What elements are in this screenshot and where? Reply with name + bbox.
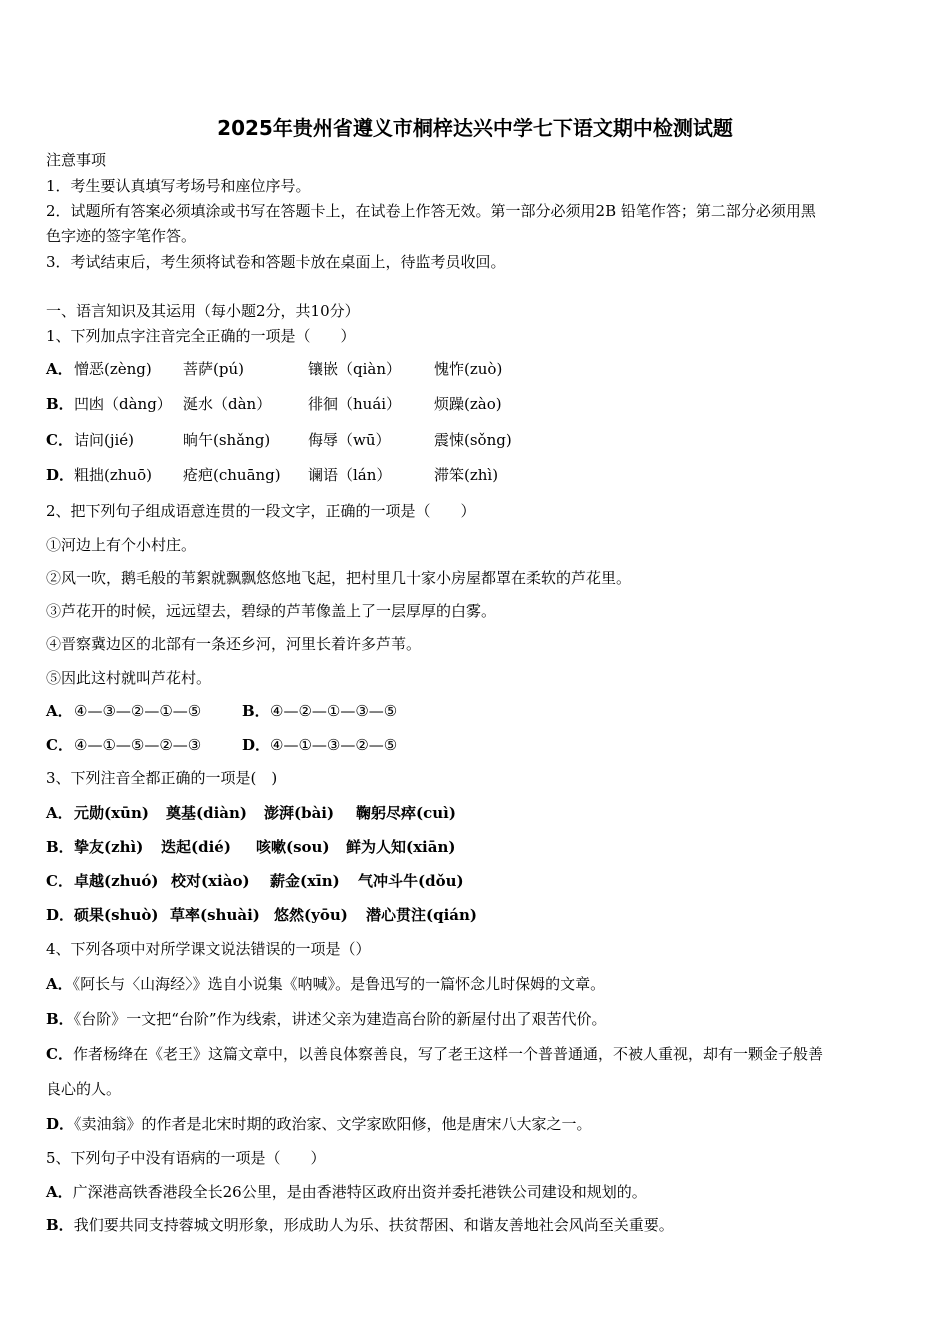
- notice-item-2: 2．试题所有答案必须填涂或书写在答题卡上，在试卷上作答无效。第一部分必须用2B 铅笔作答；第二部分必须用黑: [46, 202, 816, 220]
- option-text: 《卖油翁》的作者是北宋时期的政治家、文学家欧阳修，他是唐宋八大家之一。: [74, 1115, 592, 1133]
- option-text: 良心的人。: [46, 1080, 122, 1098]
- q3-option-a: [46, 803, 456, 823]
- pinyin-item: 涎水（dàn）: [183, 395, 272, 413]
- pinyin-item: 愧怍(zuò): [434, 360, 503, 378]
- notice-item-1: 1．考生要认真填写考场号和座位序号。: [46, 177, 311, 195]
- q2-options-row-2: [46, 735, 398, 755]
- option-text: 《阿长与〈山海经〉》选自小说集《呐喊》。是鲁迅写的一篇怀念儿时保姆的文章。: [72, 975, 606, 993]
- q4-option-c-cont: [46, 1079, 121, 1099]
- option-label: A．: [46, 804, 73, 822]
- pinyin-item: 校对(xiào): [171, 872, 250, 890]
- q1-option-d: [46, 465, 499, 485]
- pinyin-item: 澎湃(bài): [264, 804, 335, 822]
- option-label: C．: [46, 736, 73, 754]
- pinyin-item: 凹凼（dàng）: [74, 395, 172, 413]
- pinyin-item: 震悚(sǒng): [434, 431, 512, 449]
- option-label: A．: [46, 975, 73, 993]
- option-text: 《台阶》一文把“台阶”作为线索，讲述父亲为建造高台阶的新屋付出了艰苦代价。: [73, 1010, 607, 1028]
- option-label: B．: [46, 395, 74, 413]
- q3-option-b: [46, 837, 456, 857]
- pinyin-item: 鞠躬尽瘁(cuì): [356, 804, 456, 822]
- question-2-stem: 2、把下列句子组成语意连贯的一段文字，正确的一项是（ ）: [46, 502, 476, 520]
- q2-options-row-1: [46, 701, 398, 721]
- pinyin-item: 侮辱（wū）: [308, 431, 391, 449]
- q1-option-c: [46, 430, 512, 450]
- section-heading: 一、语言知识及其运用（每小题2分，共10分）: [46, 302, 360, 320]
- q1-option-a: [46, 359, 503, 379]
- option-label: C．: [46, 1045, 73, 1063]
- pinyin-item: 徘徊（huái）: [308, 395, 402, 413]
- page-title: 2025年贵州省遵义市桐梓达兴中学七下语文期中检测试题: [217, 116, 733, 140]
- pinyin-item: 挚友(zhì): [74, 838, 144, 856]
- pinyin-item: 奠基(diàn): [166, 804, 248, 822]
- pinyin-item: 疮疤(chuāng): [183, 466, 281, 484]
- option-label: D．: [46, 1115, 75, 1133]
- question-3-stem: 3、下列注音全都正确的一项是( ): [46, 769, 278, 787]
- pinyin-item: 菩萨(pú): [183, 360, 244, 378]
- pinyin-item: 滞笨(zhì): [434, 466, 499, 484]
- pinyin-item: 薪金(xīn): [270, 872, 340, 890]
- pinyin-item: 烦躁(zào): [434, 395, 502, 413]
- q4-option-a: [46, 974, 605, 994]
- pinyin-item: 元勋(xūn): [74, 804, 149, 822]
- question-5-stem: 5、下列句子中没有语病的一项是（ ）: [46, 1149, 326, 1167]
- pinyin-item: 晌午(shǎng): [183, 431, 271, 449]
- q1-option-b: [46, 394, 502, 414]
- pinyin-item: 悠然(yōu): [274, 906, 348, 924]
- option-text: 作者杨绛在《老王》这篇文章中，以善良体察善良，写了老王这样一个普普通通，不被人重视，却有一颗金子般善: [72, 1045, 823, 1063]
- pinyin-item: 憎恶(zèng): [74, 360, 152, 378]
- option-label: D．: [242, 736, 271, 754]
- option-label: B．: [46, 1216, 74, 1234]
- q2-sentence-1: ①河边上有个小村庄。: [46, 536, 197, 554]
- pinyin-item: 迭起(dié): [161, 838, 231, 856]
- option-label: A．: [46, 702, 73, 720]
- q2-sentence-3: ③芦花开的时候，远远望去，碧绿的芦苇像盖上了一层厚厚的白雾。: [46, 602, 497, 620]
- pinyin-item: 草率(shuài): [170, 906, 260, 924]
- option-label: A．: [46, 1183, 73, 1201]
- q2-sentence-4: ④晋察冀边区的北部有一条还乡河，河里长着许多芦苇。: [46, 635, 422, 653]
- option-text: ④—③—②—①—⑤: [74, 702, 202, 720]
- q2-sentence-5: ⑤因此这村就叫芦花村。: [46, 669, 212, 687]
- notice-item-3: 3．考试结束后，考生须将试卷和答题卡放在桌面上，待监考员收回。: [46, 253, 506, 271]
- option-text: ④—②—①—③—⑤: [270, 702, 398, 720]
- option-text: ④—①—③—②—⑤: [270, 736, 398, 754]
- q2-sentence-2: ②风一吹，鹅毛般的苇絮就飘飘悠悠地飞起，把村里几十家小房屋都罩在柔软的芦花里。: [46, 569, 632, 587]
- pinyin-item: 谰语（lán）: [308, 466, 392, 484]
- q4-option-c: [46, 1044, 823, 1064]
- q4-option-b: [46, 1009, 607, 1029]
- pinyin-item: 气冲斗牛(dǒu): [358, 872, 464, 890]
- q4-option-d: [46, 1114, 592, 1134]
- q5-option-a: [46, 1182, 647, 1202]
- q5-option-b: [46, 1215, 674, 1235]
- option-text: ④—①—⑤—②—③: [74, 736, 202, 754]
- question-1-stem: 1、下列加点字注音完全正确的一项是（ ）: [46, 327, 356, 345]
- pinyin-item: 潜心贯注(qián): [366, 906, 478, 924]
- pinyin-item: 鲜为人知(xiān): [346, 838, 456, 856]
- pinyin-item: 镶嵌（qiàn）: [308, 360, 402, 378]
- notice-item-2-cont: 色字迹的签字笔作答。: [46, 227, 197, 245]
- option-label: B．: [46, 838, 74, 856]
- option-label: D．: [46, 906, 75, 924]
- option-label: B．: [46, 1010, 74, 1028]
- pinyin-item: 粗拙(zhuō): [74, 466, 152, 484]
- option-label: D．: [46, 466, 75, 484]
- option-text: 广深港高铁香港段全长26公里，是由香港特区政府出资并委托港铁公司建设和规划的。: [72, 1183, 647, 1201]
- pinyin-item: 硕果(shuò): [74, 906, 159, 924]
- option-text: 我们要共同支持蓉城文明形象，形成助人为乐、扶贫帮困、和谐友善地社会风尚至关重要。: [73, 1216, 674, 1234]
- option-label: B．: [242, 702, 270, 720]
- q3-option-c: [46, 871, 464, 891]
- question-4-stem: 4、下列各项中对所学课文说法错误的一项是（）: [46, 940, 371, 958]
- pinyin-item: 咳嗽(sou): [256, 838, 330, 856]
- q3-option-d: [46, 905, 478, 925]
- notice-heading: 注意事项: [46, 151, 107, 169]
- pinyin-item: 卓越(zhuó): [74, 872, 159, 890]
- option-label: A．: [46, 360, 73, 378]
- pinyin-item: 诘问(jié): [74, 431, 135, 449]
- option-label: C．: [46, 872, 73, 890]
- option-label: C．: [46, 431, 73, 449]
